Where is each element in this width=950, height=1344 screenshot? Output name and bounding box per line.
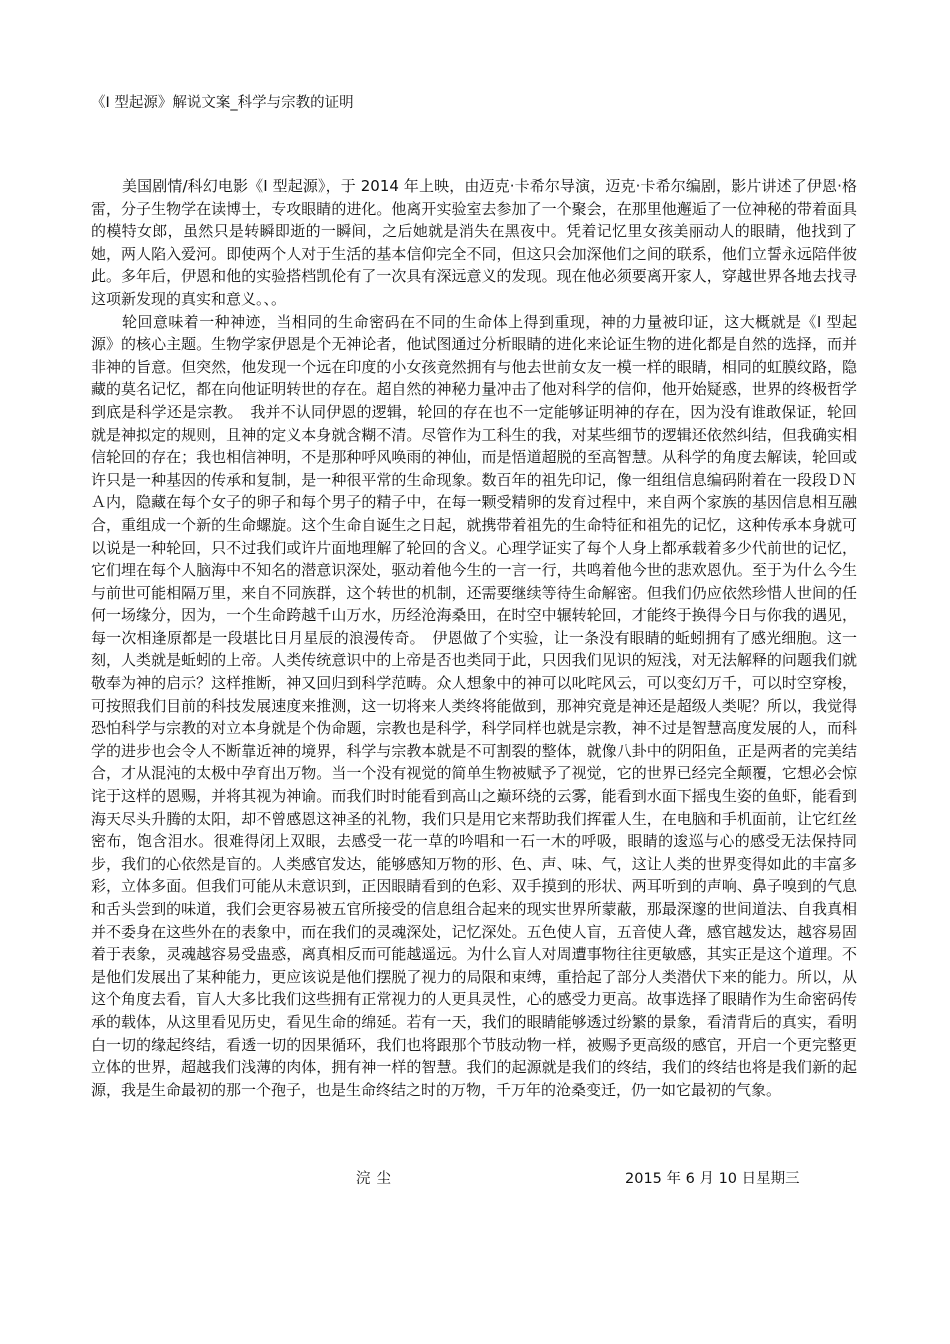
signature-line [0,1168,950,1190]
signature-date: 2015 年 6 月 10 日星期三 [625,1171,800,1187]
document-body [91,175,857,1101]
body-paragraph-1: 美国剧情/科幻电影《I 型起源》，于 2014 年上映，由迈克·卡希尔导演，迈克·卡希尔编剧，影片讲述了伊恩·格雷，分子生物学在读博士，专攻眼睛的进化。他离开实验室去参加了一个聚会，在那里他邂逅了一位神秘的带着面具的模特女郎，虽然只是转瞬即逝的一瞬间，之后她就是消失在黑夜中。凭着记忆里女孩美丽动人的眼睛，他找到了她，两人陷入爱河。即使两个人对于生活的基本信仰完全不同，但这只会加深他们之间的联系，他们立誓永远陪伴彼此。多年后，伊恩和他的实验搭档凯伦有了一次具有深远意义的发现。现在他必须要离开家人，穿越世界各地去找寻这项新发现的真实和意义。、。 [91,177,857,308]
document-title: 《I 型起源》解说文案_科学与宗教的证明 [91,95,354,111]
body-paragraph-2: 轮回意味着一种神迹，当相同的生命密码在不同的生命体上得到重现，神的力量被印证，这大概就是《I 型起源》的核心主题。生物学家伊恩是个无神论者，他试图通过分析眼睛的进化来论证生物的进化都是自然的选择，而并非神的旨意。但突然，他发现一个远在印度的小女孩竟然拥有与他去世前女友一模一样的眼睛，相同的虹膜纹路，隐藏的莫名记忆，都在向他证明转世的存在。超自然的神秘力量冲击了他对科学的信仰，他开始疑惑，世界的终极哲学到底是科学还是宗教。 我并不认同伊恩的逻辑，轮回的存在也不一定能够证明神的存在，因为没有谁敢保证，轮回就是神拟定的规则，且神的定义本身就含糊不清。尽管作为工科生的我，对某些细节的逻辑还依然纠结，但我确实相信轮回的存在；我也相信神明，不是那种呼风唤雨的神仙，而是悟道超脱的至高智慧。从科学的角度去解读，轮回或许只是一种基因的传承和复制，是一种很平常的生命现象。数百年的祖先印记，像一组组信息编码附着在一段段ＤＮＡ内，隐藏在每个女子的卵子和每个男子的精子中，在每一颗受精卵的发育过程中，来自两个家族的基因信息相互融合，重组成一个新的生命螺旋。这个生命自诞生之日起，就携带着祖先的生命特征和祖先的记忆，这种传承本身就可以说是一种轮回，只不过我们或许片面地理解了轮回的含义。心理学证实了每个人身上都承载着多少代前世的记忆，它们埋在每个人脑海中不知名的潜意识深处，驱动着他今生的一言一行，共鸣着他今世的悲欢恩仇。至于为什么今生与前世可能相隔万里，来自不同族群，这个转世的机制，还需要继续等待生命解密。但我们仍应依然珍惜人世间的任何一场缘分，因为，一个生命跨越千山万水，历经沧海桑田，在时空中辗转轮回，才能终于换得今日与你我的遇见，每一次相逢原都是一段堪比日月星辰的浪漫传奇。 伊恩做了个实验，让一条没有眼睛的蚯蚓拥有了感光细胞。这一刻，人类就是蚯蚓的上帝。人类传统意识中的上帝是否也类同于此，只因我们见识的短浅，对无法解释的问题我们就敬奉为神的启示？这样推断，神又回归到科学范畴。众人想象中的神可以叱咤风云，可以变幻万千，可以时空穿梭，可按照我们目前的科技发展速度来推测，这一切将来人类终将能做到，那神究竟是神还是超级人类呢？所以，我觉得恐怕科学与宗教的对立本身就是个伪命题，宗教也是科学，科学同样也就是宗教，神不过是智慧高度发展的人，而科学的进步也会令人不断靠近神的境界，科学与宗教本就是不可割裂的整体，就像八卦中的阴阳鱼，正是两者的完美结合，才从混沌的太极中孕育出万物。当一个没有视觉的简单生物被赋予了视觉，它的世界已经完全颠覆，它想必会惊诧于这样的恩赐，并将其视为神谕。而我们时时能看到高山之巅环绕的云雾，能看到水面下摇曳生姿的鱼虾，能看到海天尽头升腾的太阳，却不曾感恩这神圣的礼物，我们只是用它来帮助我们挥霍人生，在电脑和手机面前，让它红丝密布，饱含泪水。很难得闭上双眼，去感受一花一草的吟唱和一石一木的呼吸，眼睛的逡巡与心的感受无法保持同步，我们的心依然是盲的。人类感官发达，能够感知万物的形、色、声、味、气，这让人类的世界变得如此的丰富多彩，立体多面。但我们可能从未意识到，正因眼睛看到的色彩、双手摸到的形状、两耳听到的声响、鼻子嗅到的气息和舌头尝到的味道，我们会更容易被五官所接受的信息组合起来的现实世界所蒙蔽，那最深邃的世间道法、自我真相并不委身在这些外在的表象中，而在我们的灵魂深处，记忆深处。五色使人盲，五音使人聋，感官越发达，越容易固着于表象，灵魂越容易受蛊惑，离真相反而可能越遥远。为什么盲人对周遭事物往往更敏感，其实正是这个道理。不是他们发展出了某种能力，更应该说是他们摆脱了视力的局限和束缚，重拾起了部分人类潜伏下来的能力。所以，从这个角度去看，盲人大多比我们这些拥有正常视力的人更具灵性，心的感受力更高。故事选择了眼睛作为生命密码传承的载体，从这里看见历史，看见生命的绵延。若有一天，我们的眼睛能够透过纷繁的景象，看清背后的真实，看明白一切的缘起终结，看透一切的因果循环，我们也将跟那个节肢动物一样，被赐予更高级的感官，开启一个更完整更立体的世界，超越我们浅薄的肉体，拥有神一样的智慧。我们的起源就是我们的终结，我们的终结也将是我们新的起源，我是生命最初的那一个孢子，也是生命终结之时的万物，千万年的沧桑变迁，仍一如它最初的气象。 [91,312,857,1099]
signature-author: 浣尘 [356,1171,397,1187]
